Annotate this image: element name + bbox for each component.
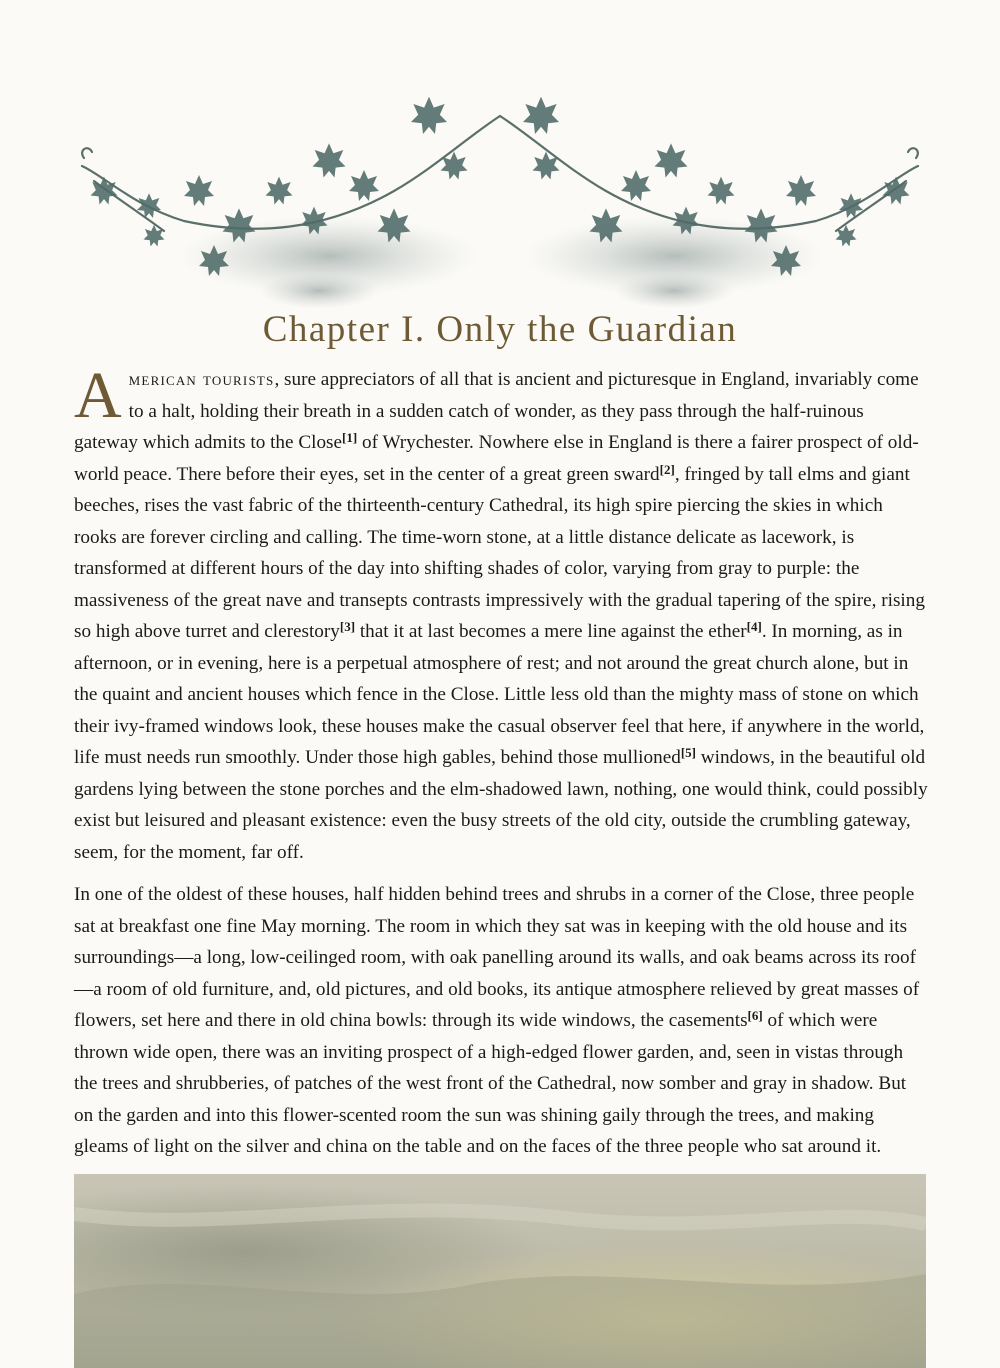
paragraph-text: of which were thrown wide open, there was an inviting prospect of a high-edged flower garden, and, seen in vistas through the trees and shrubberies, of patches of the west front of the Cathedral, now somber and gray in shadow. But on the garden and into this flower-scented room the sun was shining gaily through the trees, and making gleams of light on the silver and china on the table and on the faces of the three people who sat around it. [74,1010,907,1157]
footnote-ref-2[interactable]: [2] [659,461,675,477]
chapter-illustration [74,1174,926,1368]
chapter-body [74,359,928,1163]
paragraph-1 [74,359,928,868]
footnote-ref-5[interactable]: [5] [680,745,696,760]
paragraph-text: , sure appreciators of all that is ancient and picturesque in England, invariably come to a halt, holding their breath in a sudden catch of wonder, as they pass through the half-ruinous gateway which admits to the Close [74,369,919,453]
footnote-ref-4[interactable]: [4] [746,619,762,634]
paragraph-text: In one of the oldest of these houses, half hidden behind trees and shrubs in a corner of the Close, three people sat at breakfast one fine May morning. The room in which they sat was in keeping with the old house and its surroundings—a long, low-ceilinged room, with oak panelling around its walls, and oak beams across its roof—a room of old furniture, and, old pictures, and old books, its antique atmosphere relieved by great masses of flowers, set here and there in old china bowls: through its wide windows, the casements [74,884,920,1031]
paragraph-2 [74,879,928,1163]
drop-cap: A [74,359,122,432]
paragraph-text: . In morning, as in afternoon, or in evening, here is a perpetual atmosphere of rest; and not around the great church alone, but in the quaint and ancient houses which fence in the Close. Little less old than the mighty mass of stone on which their ivy-framed windows look, these houses make the casual observer feel that here, if anywhere in the world, life must needs run smoothly. Under those high gables, behind those mullioned [74,621,925,768]
paragraph-text: , fringed by tall elms and giant beeches, rises the vast fabric of the thirteenth-century Cathedral, its high spire piercing the skies in which rooks are forever circling and calling. The time-worn stone, at a little distance delicate as lacework, is transformed at different hours of the day into shifting shades of color, varying from gray to purple: the massiveness of the great nave and transepts contrasts impressively with the gradual tapering of the spire, rising so high above turret and clerestory [74,463,925,642]
footnote-ref-1[interactable]: [1] [342,430,358,445]
small-caps-lead: merican tourists [128,369,275,390]
paragraph-text: of Wrychester. Nowhere else in England is there a fairer prospect of old-world peace. There before their eyes, set in the center of a great green sward [74,432,919,485]
chapter-title: Chapter I. Only the Guardian [262,309,738,350]
paragraph-text: that it at last becomes a mere line against the ether [355,621,747,642]
footnote-ref-3[interactable]: [3] [339,619,356,634]
paragraph-text: windows, in the beautiful old gardens lying between the stone porches and the elm-shadowed lawn, nothing, one would think, could possibly exist but leisured and pleasant existence: even the busy streets of the old city, outside the crumbling gateway, seem, for the moment, far off. [74,747,928,863]
footnote-ref-6[interactable]: [6] [747,1008,763,1023]
ivy-garland-ornament [74,96,926,310]
